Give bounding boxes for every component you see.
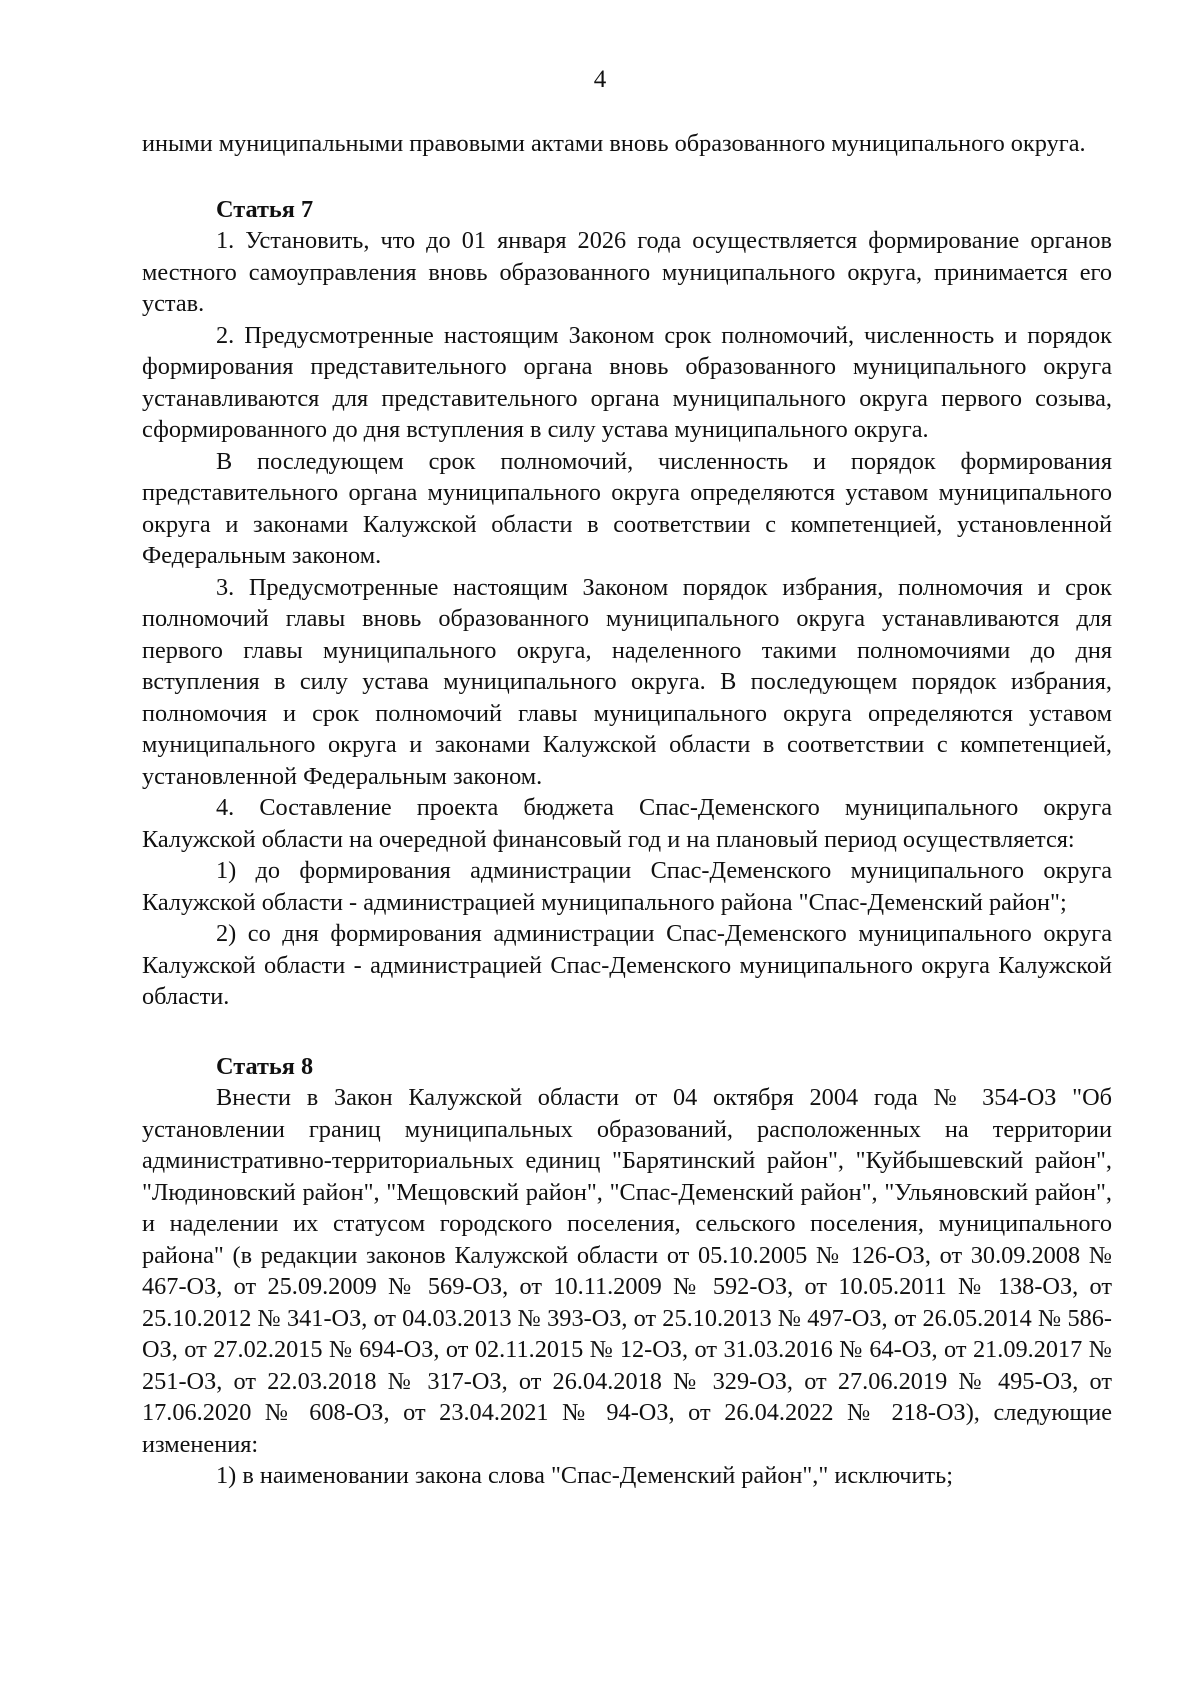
spacer (142, 160, 1112, 194)
spacer (142, 1013, 1112, 1051)
article-7-paragraph-4: 3. Предусмотренные настоящим Законом порядок избрания, полномочия и срок полномочий главы вновь образованного муниципального округа устанавливаются для первого главы муниципального округа, наделенного такими полномочиями до дня вступления в силу устава муниципального округа. В последующем порядок избрания, полномочия и срок полномочий главы муниципального округа определяются уставом муниципального округа и законами Калужской области в соответствии с компетенцией, установленной Федеральным законом. (142, 573, 1112, 790)
article-8-paragraph-2: 1) в наименовании закона слова "Спас-Деменский район"," исключить; (216, 1462, 953, 1489)
intro-paragraph: иными муниципальными правовыми актами вновь образованного муниципального округа. (142, 130, 1086, 157)
page-number: 4 (593, 66, 607, 93)
article-8-heading: Статья 8 (216, 1052, 314, 1080)
article-7-paragraph-6: 1) до формирования администрации Спас-Деменского муниципального округа Калужской области - администрацией муниципального района "Спас-Деменский район"; (142, 857, 1112, 916)
article-7-heading: Статья 7 (216, 195, 314, 223)
article-7-paragraph-7: 2) со дня формирования администрации Спас-Деменского муниципального округа Калужской области - администрацией Спас-Деменского муниципального округа Калужской области. (142, 920, 1112, 1010)
article-7-paragraph-2: 2. Предусмотренные настоящим Законом срок полномочий, численность и порядок формирования представительного органа вновь образованного муниципального округа устанавливаются для представительного органа муниципального округа первого созыва, сформированного до дня вступления в силу устава муниципального округа. (142, 321, 1112, 443)
article-7-paragraph-1: 1. Установить, что до 01 января 2026 года осуществляется формирование органов местного самоуправления вновь образованного муниципального округа, принимается его устав. (142, 227, 1112, 317)
article-7-paragraph-3: В последующем срок полномочий, численность и порядок формирования представительного органа муниципального округа определяются уставом муниципального округа и законами Калужской области в соответствии с компетенцией, установленной Федеральным законом. (142, 447, 1112, 569)
document-body (142, 128, 1112, 1492)
article-7-paragraph-5: 4. Составление проекта бюджета Спас-Деменского муниципального округа Калужской области на очередной финансовый год и на плановый период осуществляется: (142, 794, 1112, 853)
article-8-paragraph-1: Внести в Закон Калужской области от 04 октября 2004 года № 354-ОЗ "Об установлении границ муниципальных образований, расположенных на территории административно-территориальных единиц "Барятинский район", "Куйбышевский район", "Людиновский район", "Мещовский район", "Спас-Деменский район", "Ульяновский район", и наделении их статусом городского поселения, сельского поселения, муниципального района" (в редакции законов Калужской области от 05.10.2005 № 126-ОЗ, от 30.09.2008 № 467-ОЗ, от 25.09.2009 № 569-ОЗ, от 10.11.2009 № 592-ОЗ, от 10.05.2011 № 138-ОЗ, от 25.10.2012 № 341-ОЗ, от 04.03.2013 № 393-ОЗ, от 25.10.2013 № 497-ОЗ, от 26.05.2014 № 586-ОЗ, от 27.02.2015 № 694-ОЗ, от 02.11.2015 № 12-ОЗ, от 31.03.2016 № 64-ОЗ, от 21.09.2017 № 251-ОЗ, от 22.03.2018 № 317-ОЗ, от 26.04.2018 № 329-ОЗ, от 27.06.2019 № 495-ОЗ, от 17.06.2020 № 608-ОЗ, от 23.04.2021 № 94-ОЗ, от 26.04.2022 № 218-ОЗ), следующие изменения: (142, 1084, 1112, 1458)
